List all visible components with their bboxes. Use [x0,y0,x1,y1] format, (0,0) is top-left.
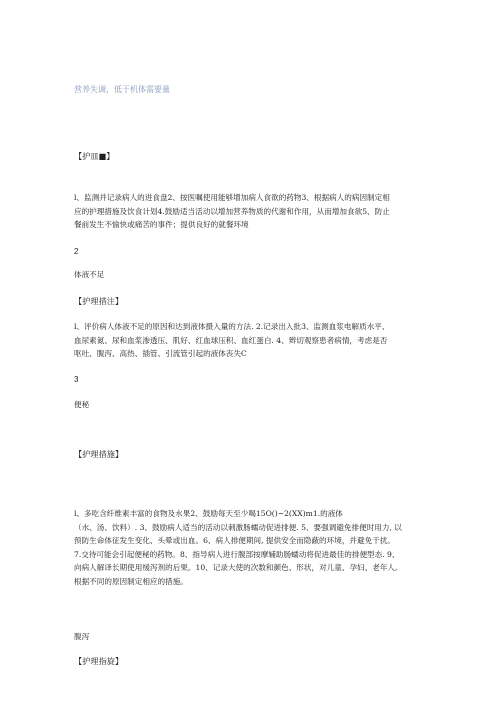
section3-line: 向病人解译长期使用缓泻剂的后果。10、记录大使的次数和颜色、形状，对儿童、孕妇、老年人, [74,563,398,572]
section4-title: 腹泻 [74,632,90,641]
section2-paragraph [74,320,436,361]
section3-paragraph [74,507,436,588]
section1-line: l、监测并记录病人的进食盘2、按医嘱使用能够增加病人食欲的药物3、根据病人的病因制定相 [74,193,390,202]
section1-heading: 【护皿■】 [74,151,115,161]
section3-line: 预防生命体征发生变化、头晕或出血。6、病人排便期间, 提供安全而隐蔽的环境，并避免干扰。 [74,536,395,545]
section3-title: 便秘 [74,400,90,409]
document-subtitle: 营养失调，低于机体需要量 [74,85,170,94]
section1-paragraph [74,191,436,232]
section2-title: 体液不足 [74,270,105,279]
section2-heading: 【护理措注】 [74,296,124,306]
section2-line: 呕吐、腹泻、高热、插管、引流管引起的液体丧失C [74,349,247,358]
section2-line: l、评价病人体液不足的原因和达到液体摄入量的方法. 2.记录出入批3、监测血浆电解质水平、 [74,322,390,331]
section4-heading: 【护理指旋】 [74,656,124,666]
section1-line: 应的护理措施及饮食计划4.鼓励适当活动以增加营养物质的代谢和作用，从而增加食欲5、防止 [74,206,390,216]
section1-line: 餐前发生不愉快或痛苦的事件；提供良好的就餐环境 [74,220,249,229]
section3-line: 根据不同的原因制定相应的措施。 [74,576,188,586]
section3-line: 7.交待可能会引起便秘的药物。8、指导病人进行腹部按摩辅助肠蠕动将促进最佳的排便型态. 9、 [74,549,400,559]
section2-number: 2 [74,247,79,256]
section3-number: 3 [74,375,79,384]
section3-line: l、多吃含纤维素丰富的食物及水果2、鼓励每天至少喝15O()~2(XX)m1.的液体 [74,509,343,518]
section3-heading: 【护理措施】 [74,449,124,459]
section2-line: 血尿素氮、尿和血浆渗透压、肌好、红血球压积、血红蛋白. 4、辫切观察患者病情，考虑是否 [74,335,388,345]
section3-line: （水、汤、饮料）. 3、鼓励病人适当的活动以刺激肠蠕动促进排便. 5、要强调避免排便时用力, 以 [74,522,402,532]
